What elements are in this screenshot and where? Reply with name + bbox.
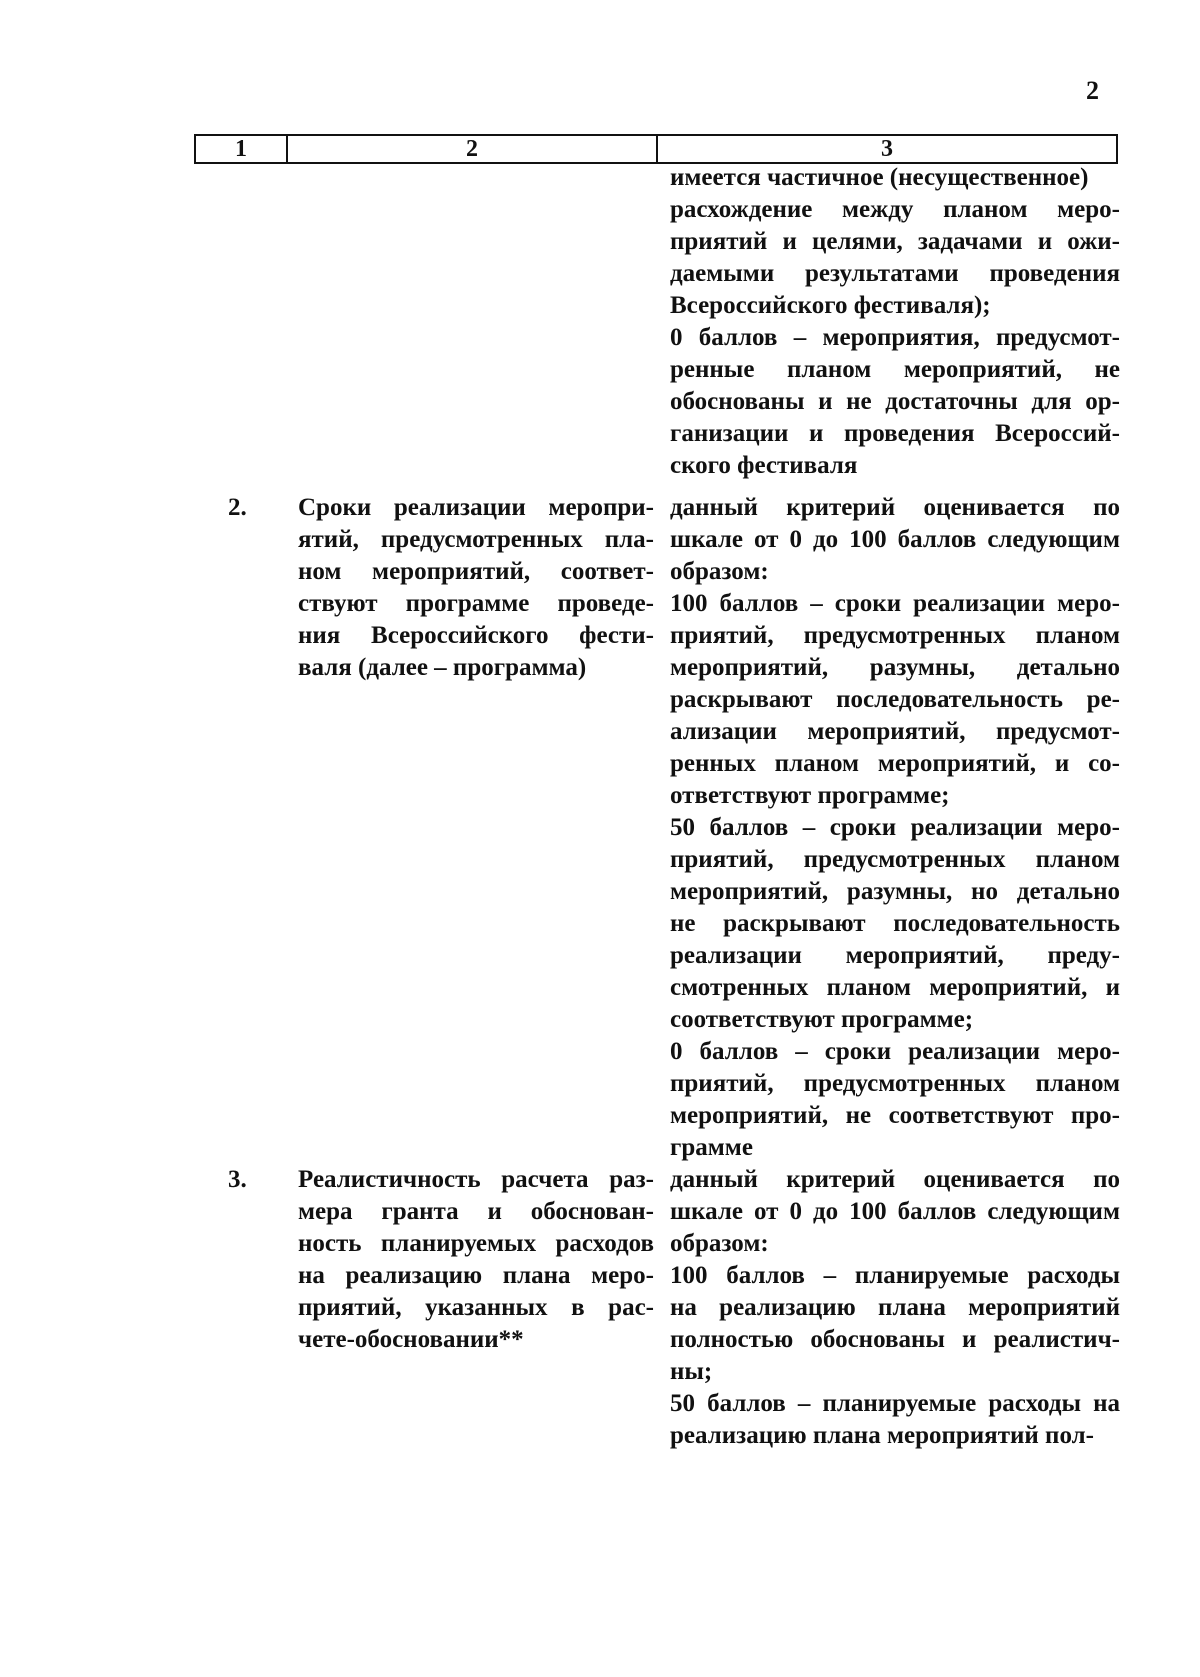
text-line: приятий, указанных в рас- bbox=[298, 1294, 654, 1321]
text-line: Реалистичность расчета раз- bbox=[298, 1166, 654, 1193]
text-line: шкале от 0 до 100 баллов следующим bbox=[670, 526, 1120, 553]
text-line: 100 баллов – сроки реализации меро- bbox=[670, 590, 1120, 617]
text-line: ны; bbox=[670, 1358, 713, 1385]
header-col-3: 3 bbox=[881, 136, 893, 162]
text-line: 50 баллов – планируемые расходы на bbox=[670, 1390, 1120, 1417]
text-line: приятий и целями, задачами и ожи- bbox=[670, 228, 1120, 255]
text-line: чете-обосновании** bbox=[298, 1326, 524, 1353]
text-line: данный критерий оценивается по bbox=[670, 494, 1120, 521]
text-line: мероприятий, не соответствуют про- bbox=[670, 1102, 1120, 1129]
text-line: обоснованы и не достаточны для ор- bbox=[670, 388, 1120, 415]
text-line: ализации мероприятий, предусмот- bbox=[670, 718, 1120, 745]
text-line: валя (далее – программа) bbox=[298, 654, 587, 681]
text-line: 0 баллов – сроки реализации меро- bbox=[670, 1038, 1120, 1065]
text-line: не раскрывают последовательность bbox=[670, 910, 1120, 937]
text-line: ствуют программе проведе- bbox=[298, 590, 654, 617]
text-line: приятий, предусмотренных планом bbox=[670, 1070, 1120, 1097]
criterion-name bbox=[298, 1164, 654, 1356]
text-line: грамме bbox=[670, 1134, 753, 1161]
criterion-description bbox=[670, 492, 1120, 1164]
text-line: ганизации и проведения Всероссий- bbox=[670, 420, 1120, 447]
text-line: Всероссийского фестиваля); bbox=[670, 292, 991, 319]
text-line: 0 баллов – мероприятия, предусмот- bbox=[670, 324, 1120, 351]
text-line: ренные планом мероприятий, не bbox=[670, 356, 1120, 383]
text-line: ответствуют программе; bbox=[670, 782, 950, 809]
text-line: приятий, предусмотренных планом bbox=[670, 846, 1120, 873]
text-line: мера гранта и обоснован- bbox=[298, 1198, 654, 1225]
header-col-2: 2 bbox=[288, 136, 658, 162]
row-number: 3. bbox=[228, 1166, 247, 1193]
text-line: реализацию плана мероприятий пол- bbox=[670, 1422, 1094, 1449]
text-line: соответствуют программе; bbox=[670, 1006, 974, 1033]
text-line: шкале от 0 до 100 баллов следующим bbox=[670, 1198, 1120, 1225]
text-line: ренных планом мероприятий, и со- bbox=[670, 750, 1120, 777]
header-col-1: 1 bbox=[196, 136, 288, 162]
text-line: на реализацию плана меро- bbox=[298, 1262, 654, 1289]
column-number-header bbox=[194, 134, 1118, 164]
text-line: реализации мероприятий, преду- bbox=[670, 942, 1120, 969]
text-line: расхождение между планом меро- bbox=[670, 196, 1120, 223]
text-line: раскрывают последовательность ре- bbox=[670, 686, 1120, 713]
text-line: ского фестиваля bbox=[670, 452, 858, 479]
criterion-description bbox=[670, 1164, 1120, 1452]
text-line: образом: bbox=[670, 558, 769, 585]
text-line: ния Всероссийского фести- bbox=[298, 622, 654, 649]
text-line: на реализацию плана мероприятий bbox=[670, 1294, 1120, 1321]
text-line: мероприятий, разумны, но детально bbox=[670, 878, 1120, 905]
criterion-name bbox=[298, 492, 654, 684]
criterion-description bbox=[670, 162, 1120, 482]
text-line: 50 баллов – сроки реализации меро- bbox=[670, 814, 1120, 841]
text-line: 100 баллов – планируемые расходы bbox=[670, 1262, 1120, 1289]
row-number: 2. bbox=[228, 494, 247, 521]
text-line: данный критерий оценивается по bbox=[670, 1166, 1120, 1193]
page-number: 2 bbox=[1086, 76, 1099, 105]
text-line: образом: bbox=[670, 1230, 769, 1257]
text-line: мероприятий, разумны, детально bbox=[670, 654, 1120, 681]
text-line: Сроки реализации меропри- bbox=[298, 494, 654, 521]
text-line: имеется частичное (несущественное) bbox=[670, 164, 1089, 191]
text-line: ность планируемых расходов bbox=[298, 1230, 654, 1257]
text-line: даемыми результатами проведения bbox=[670, 260, 1120, 287]
text-line: приятий, предусмотренных планом bbox=[670, 622, 1120, 649]
text-line: смотренных планом мероприятий, и bbox=[670, 974, 1120, 1001]
text-line: полностью обоснованы и реалистич- bbox=[670, 1326, 1120, 1353]
text-line: ном мероприятий, соответ- bbox=[298, 558, 654, 585]
text-line: ятий, предусмотренных пла- bbox=[298, 526, 654, 553]
